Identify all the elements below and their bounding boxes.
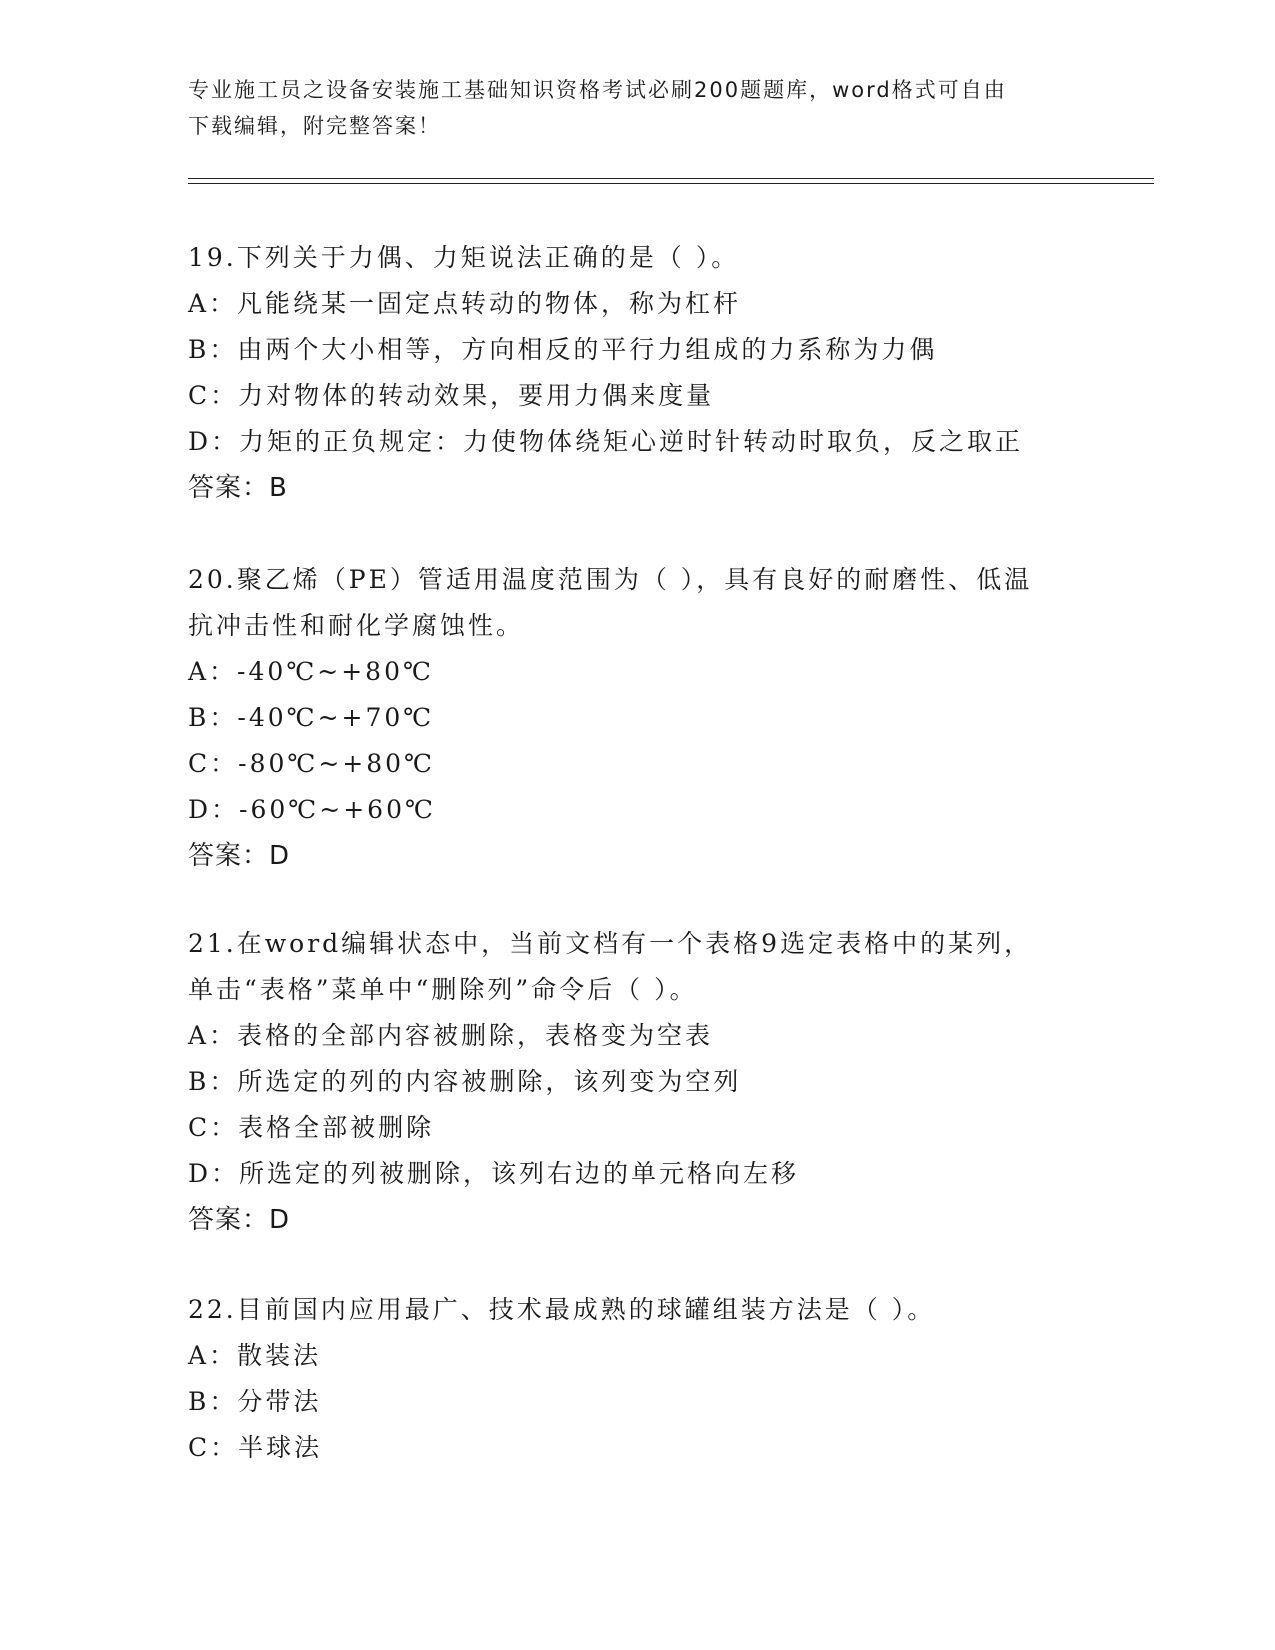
option-c: C：半球法: [188, 1433, 323, 1462]
option-d: D：力矩的正负规定：力使物体绕矩心逆时针转动时取负，反之取正: [188, 427, 1024, 456]
option-a: A：散装法: [188, 1341, 322, 1370]
option-c: C：表格全部被删除: [188, 1113, 435, 1142]
option-b: B：分带法: [188, 1387, 322, 1416]
option-b: B：所选定的列的内容被删除，该列变为空列: [188, 1067, 742, 1096]
header-line: 下载编辑，附完整答案！: [188, 114, 441, 138]
answer: 答案：D: [188, 1205, 291, 1235]
option-b: B：-40℃~+70℃: [188, 703, 435, 732]
header-divider: [188, 178, 1154, 179]
option-d: D：-60℃~+60℃: [188, 795, 436, 824]
option-a: A：-40℃~+80℃: [188, 657, 434, 686]
document-header: [188, 72, 1088, 144]
question-stem-continued: 单击“表格”菜单中“删除列”命令后（ ）。: [188, 975, 698, 1004]
question-21: [188, 921, 1068, 1243]
option-a: A：表格的全部内容被删除，表格变为空表: [188, 1021, 714, 1050]
question-stem: 20.聚乙烯（PE）管适用温度范围为（ ），具有良好的耐磨性、低温: [188, 565, 1033, 594]
option-d: D：所选定的列被删除，该列右边的单元格向左移: [188, 1159, 800, 1188]
header-line: 专业施工员之设备安装施工基础知识资格考试必刷200题题库，word格式可自由: [188, 78, 1007, 102]
answer: 答案：D: [188, 841, 291, 871]
option-c: C：力对物体的转动效果，要用力偶来度量: [188, 381, 715, 410]
question-stem-continued: 抗冲击性和耐化学腐蚀性。: [188, 611, 525, 640]
answer: 答案：B: [188, 473, 288, 503]
question-stem: 19.下列关于力偶、力矩说法正确的是（ ）。: [188, 243, 740, 272]
question-20: [188, 557, 1068, 879]
option-c: C：-80℃~+80℃: [188, 749, 436, 778]
question-stem: 22.目前国内应用最广、技术最成熟的球罐组装方法是（ ）。: [188, 1295, 936, 1324]
header-divider: [188, 183, 1154, 184]
question-22: [188, 1287, 1068, 1471]
question-19: [188, 235, 1068, 511]
option-b: B：由两个大小相等，方向相反的平行力组成的力系称为力偶: [188, 335, 938, 364]
option-a: A：凡能绕某一固定点转动的物体，称为杠杆: [188, 289, 742, 318]
question-stem: 21.在word编辑状态中，当前文档有一个表格9选定表格中的某列，: [188, 929, 1033, 958]
